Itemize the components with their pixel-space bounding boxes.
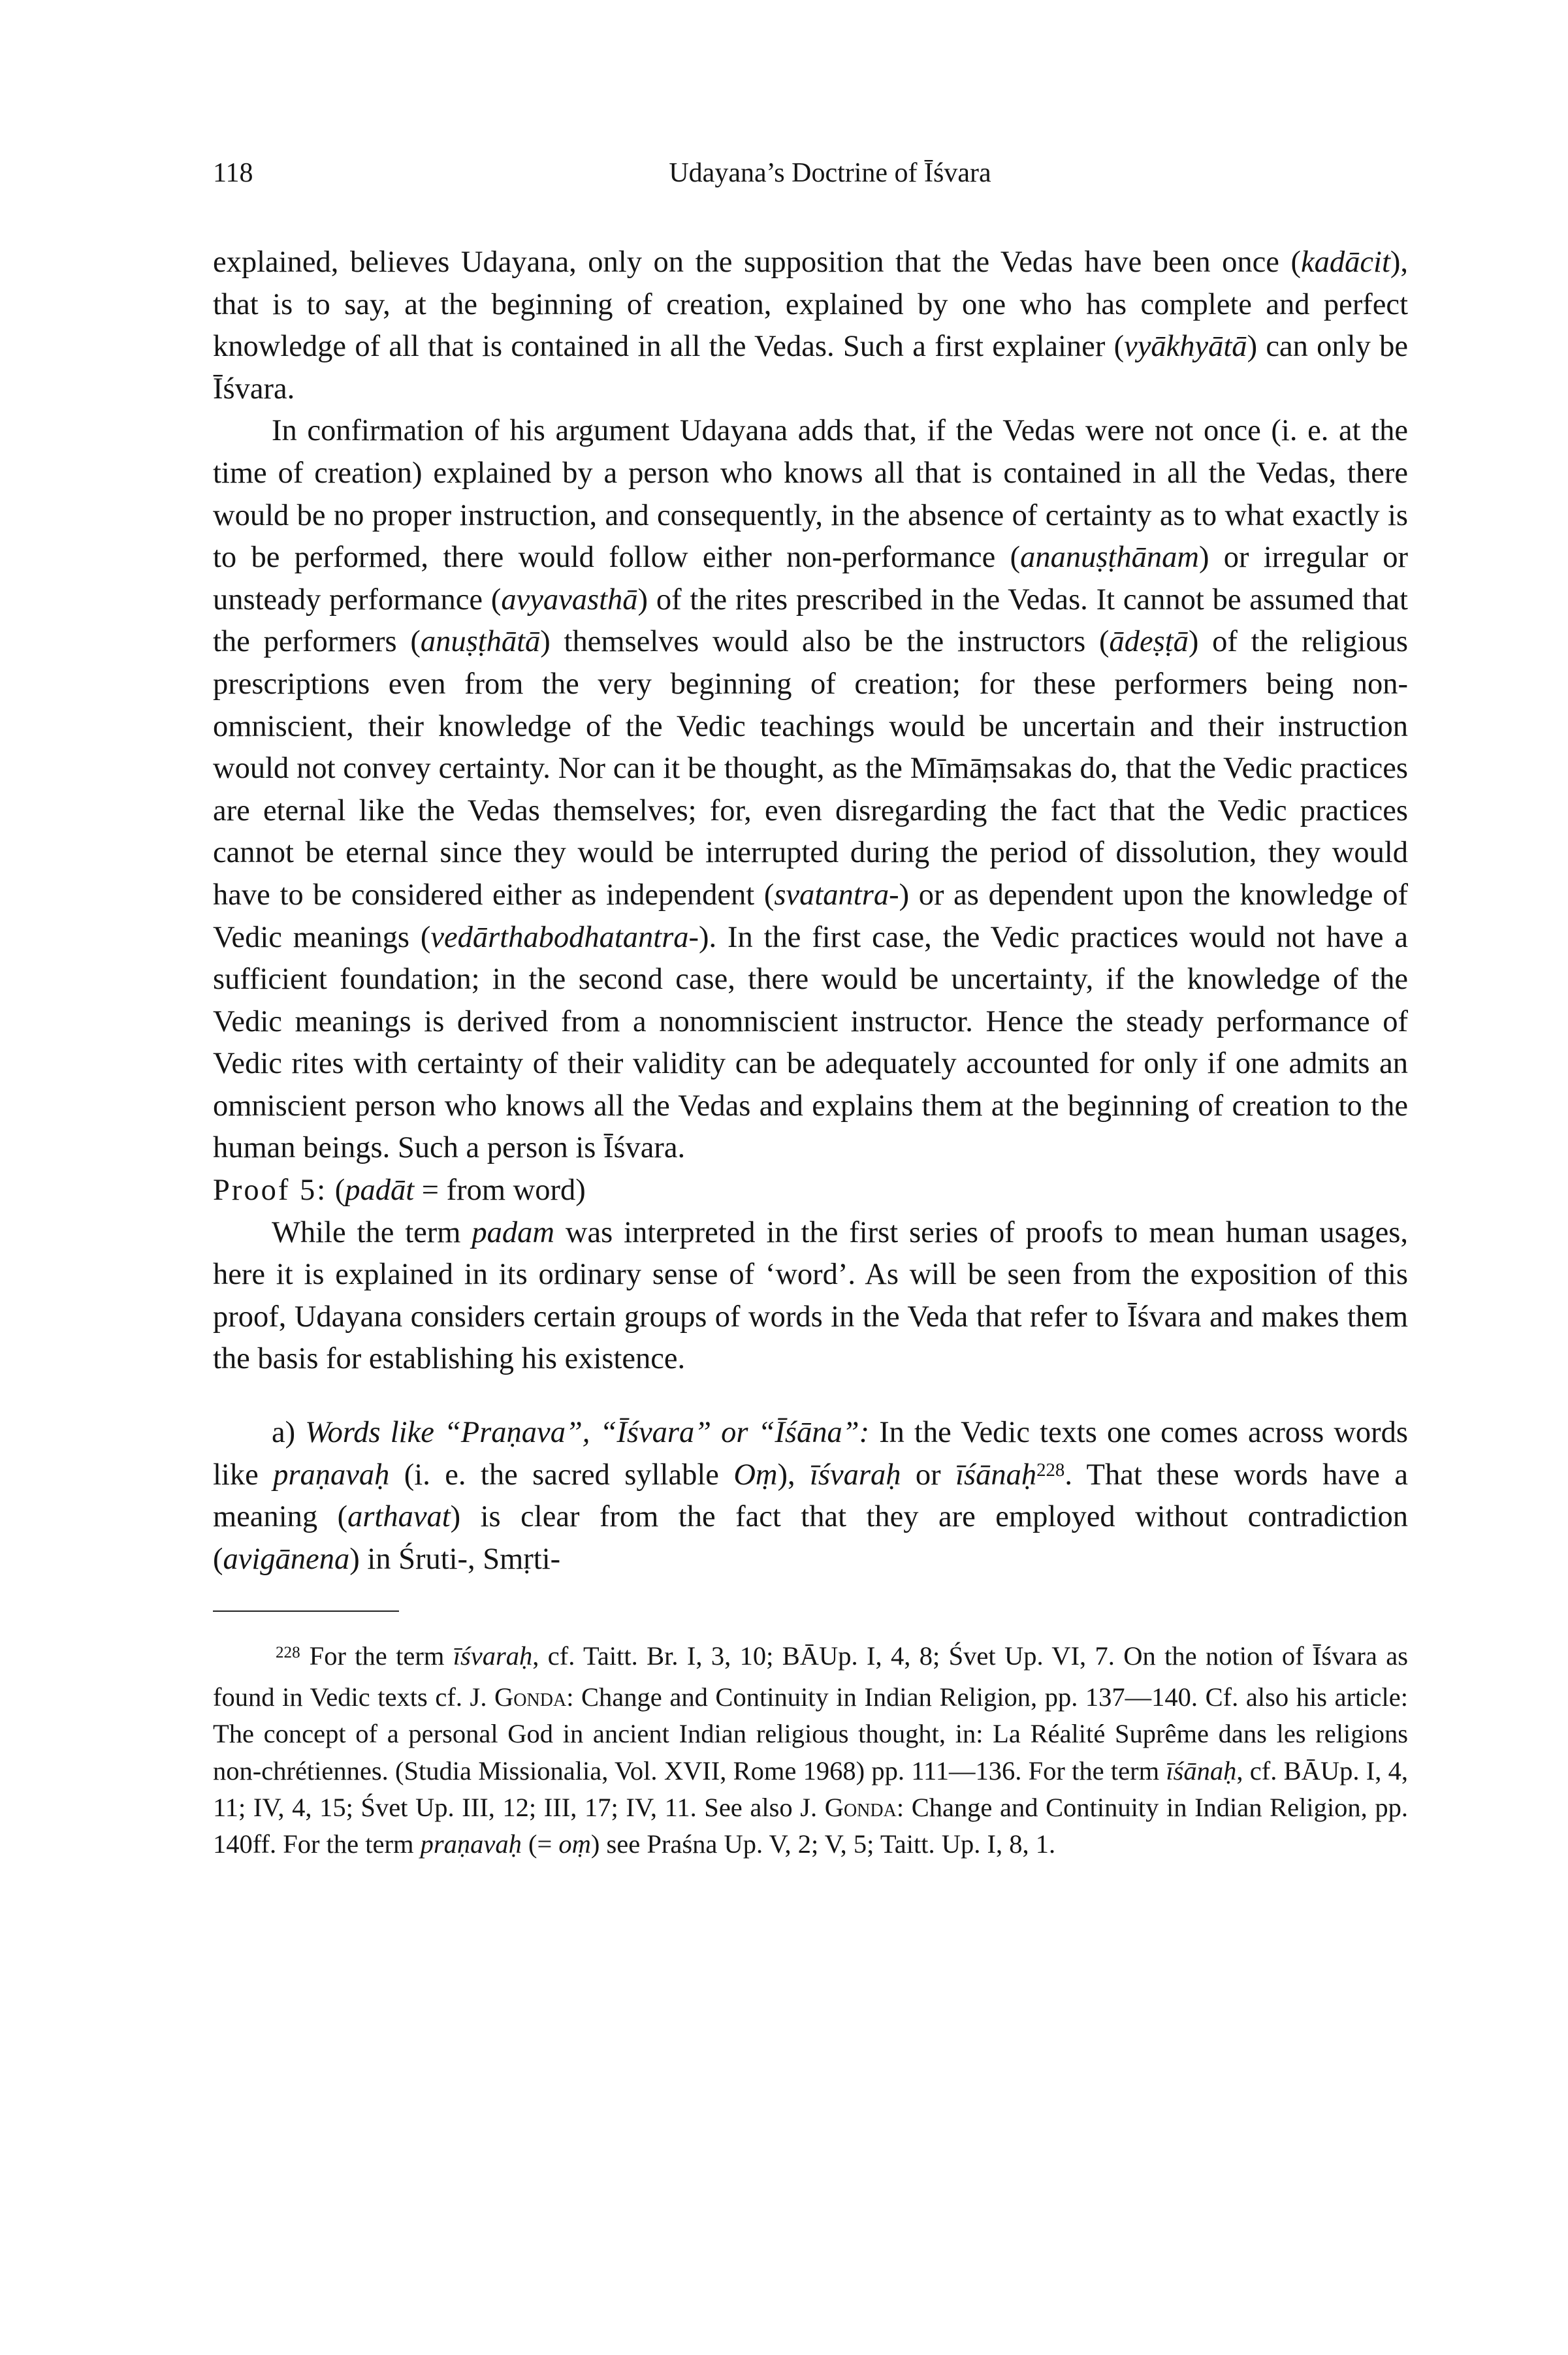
text-run: ) can only be Īśvara. bbox=[213, 330, 1408, 406]
italic-term: padāt bbox=[345, 1174, 415, 1208]
paragraph-2 bbox=[213, 410, 1408, 1170]
text-run: : Change and Continuity in Indian Religion, pp. 140ff. For the term bbox=[213, 1793, 1408, 1859]
text-run: ) or as dependent upon the knowledge of Vedic meanings ( bbox=[213, 878, 1408, 954]
italic-term: praṇavaḥ bbox=[273, 1458, 390, 1492]
italic-term: kadācit bbox=[1301, 246, 1390, 279]
text-run: ) themselves would also be the instructors ( bbox=[540, 625, 1110, 659]
author-name: Gonda bbox=[494, 1682, 567, 1712]
text-run: For the term bbox=[309, 1641, 453, 1671]
footnotes bbox=[213, 1638, 1408, 1863]
text-run: ) or irregular or unsteady performance ( bbox=[213, 541, 1408, 617]
page-number: 118 bbox=[213, 158, 253, 188]
italic-term: anuṣṭhātā bbox=[420, 625, 541, 659]
text-run: ) see Praśna Up. V, 2; V, 5; Taitt. Up. I, 8, 1. bbox=[590, 1829, 1056, 1859]
text-run: = from word) bbox=[414, 1174, 586, 1208]
footnote-reference[interactable]: 228 bbox=[1036, 1459, 1065, 1481]
text-run: explained, believes Udayana, only on the supposition that the Vedas have been once ( bbox=[213, 246, 1301, 279]
italic-term: padam bbox=[472, 1215, 554, 1249]
text-run: a) bbox=[272, 1416, 306, 1450]
italic-term: īśvaraḥ bbox=[810, 1458, 901, 1492]
italic-term: īśānaḥ bbox=[1166, 1755, 1237, 1786]
text-run: ) in Śruti-, Smṛti- bbox=[349, 1542, 561, 1576]
italic-term: īśvaraḥ bbox=[453, 1641, 533, 1671]
paragraph-1 bbox=[213, 242, 1408, 410]
book-page bbox=[213, 153, 1408, 1863]
italic-term: avyavasthā bbox=[501, 583, 638, 617]
running-header bbox=[213, 153, 1408, 193]
italic-term: avigānena bbox=[223, 1542, 350, 1576]
text-run: (i. e. the sacred syllable bbox=[389, 1458, 734, 1492]
text-run: (= bbox=[521, 1829, 559, 1859]
italic-term: praṇavaḥ bbox=[420, 1829, 522, 1859]
text-run: ), bbox=[777, 1458, 810, 1492]
paragraph-4 bbox=[213, 1412, 1408, 1580]
proof-label: Proof 5: bbox=[213, 1174, 328, 1208]
italic-term: ādeṣṭā bbox=[1109, 625, 1189, 659]
text-run: or bbox=[901, 1458, 956, 1492]
italic-term: Oṃ bbox=[733, 1458, 778, 1492]
italic-term: svatantra- bbox=[774, 878, 899, 912]
text-run: was interpreted in the first series of proofs to mean human usages, here it is explained in its ordinary sense of ‘word’. As will be seen from the exposition of this proof, Udayana considers certain groups of words in the Veda that refer to Īśvara and makes them the basis for establishing his existence. bbox=[213, 1215, 1408, 1376]
text-run: ). In the first case, the Vedic practices would not have a sufficient foundation; in the second case, there would be uncertainty, if the knowledge of the Vedic meanings is derived from a nonomniscient instructor. Hence the steady performance of Vedic rites with certainty of their validity can be adequately accounted for only if one admits an omniscient person who knows all the Vedas and explains them at the beginning of creation to the human beings. Such a person is Īśvara. bbox=[213, 920, 1408, 1165]
italic-term: oṃ bbox=[558, 1829, 591, 1859]
text-run: In confirmation of his argument Udayana adds that, if the Vedas were not once (i. e. at the time of creation) explained by a person who knows all that is contained in all the Vedas, there would be no proper instruction, and consequently, in the absence of certainty as to what exactly is to be performed, there would follow either non-performance ( bbox=[213, 414, 1408, 575]
italic-term: arthavat bbox=[347, 1500, 451, 1534]
italic-term: vyākhyātā bbox=[1124, 330, 1247, 364]
text-run: . That these words have a meaning ( bbox=[213, 1458, 1408, 1534]
text-run: : Change and Continuity in Indian Religion, pp. 137—140. Cf. also his article: The concept of a personal God in ancient Indian religious thought, in: La Réalité Suprême dans les religions non-chrétiennes. (Studia Missionalia, Vol. XVII, Rome 1968) pp. 111—136. For the term bbox=[213, 1682, 1408, 1786]
footnote-number: 228 bbox=[276, 1644, 300, 1662]
italic-term: vedārthabodhatantra- bbox=[430, 920, 699, 954]
proof-heading bbox=[213, 1170, 1408, 1212]
italic-term: ananuṣṭhānam bbox=[1020, 541, 1199, 575]
text-run: ), that is to say, at the beginning of creation, explained by one who has complete and perfect knowledge of all that is contained in all the Vedas. Such a first explainer ( bbox=[213, 246, 1408, 364]
text-run: ) is clear from the fact that they are employed without contradiction ( bbox=[213, 1500, 1409, 1576]
italic-subheading: Words like “Praṇava”, “Īśvara” or “Īśāna”: bbox=[305, 1416, 870, 1450]
paragraph-3 bbox=[213, 1212, 1408, 1381]
footnote-separator bbox=[213, 1610, 399, 1612]
text-run: While the term bbox=[272, 1215, 472, 1249]
text-run: , cf. Taitt. Br. I, 3, 10; BĀUp. I, 4, 8; Śvet Up. VI, 7. On the notion of Īśvara as found in Vedic texts cf. J. bbox=[213, 1641, 1408, 1712]
text-run: , cf. BĀUp. I, 4, 11; IV, 4, 15; Śvet Up. III, 12; III, 17; IV, 11. See also J. bbox=[213, 1755, 1408, 1823]
text-run: ( bbox=[327, 1174, 345, 1208]
author-name: Gonda bbox=[824, 1793, 897, 1823]
running-title: Udayana’s Doctrine of Īśvara bbox=[669, 158, 991, 188]
text-run: ) of the religious prescriptions even from the very beginning of creation; for these performers being non-omniscient, their knowledge of the Vedic teachings would be uncertain and their instruction would not convey certainty. Nor can it be thought, as the Mīmāṃsakas do, that the Vedic practices are eternal like the Vedas themselves; for, even disregarding the fact that the Vedic practices cannot be eternal since they would be interrupted during the period of dissolution, they would have to be considered either as independent ( bbox=[213, 625, 1409, 912]
italic-term: īśānaḥ bbox=[955, 1458, 1037, 1492]
text-run: In the Vedic texts one comes across words like bbox=[213, 1416, 1408, 1492]
text-run: ) of the rites prescribed in the Vedas. It cannot be assumed that the performers ( bbox=[213, 583, 1408, 659]
footnote-228 bbox=[213, 1638, 1408, 1863]
main-text bbox=[213, 242, 1408, 1580]
